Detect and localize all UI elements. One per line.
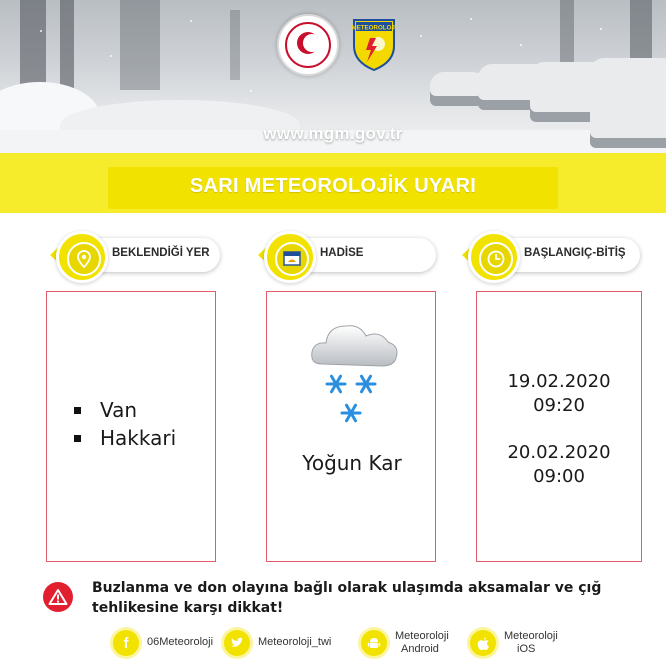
logo-row <box>0 14 666 76</box>
clock-icon <box>487 250 505 268</box>
ministry-logo <box>277 14 339 76</box>
website-url: www.mgm.gov.tr <box>263 124 403 143</box>
time-header-label: BAŞLANGIÇ-BİTİŞ <box>524 247 626 259</box>
time-header <box>472 238 640 272</box>
end-date: 20.02.2020 <box>507 442 611 463</box>
social-sublabel: iOS <box>517 643 536 655</box>
location-item: Hakkari <box>74 424 176 452</box>
location-list <box>74 396 176 452</box>
location-pin-icon <box>76 250 92 268</box>
android-icon <box>361 630 387 656</box>
end-time: 09:00 <box>533 466 585 487</box>
social-sublabel: Android <box>401 643 439 655</box>
svg-text:METEOROLOJİ: METEOROLOJİ <box>351 24 397 32</box>
start-time: 09:20 <box>533 395 585 416</box>
start-date: 19.02.2020 <box>507 371 611 392</box>
facebook-icon: f <box>113 630 139 656</box>
location-item: Van <box>74 396 176 424</box>
location-header <box>60 238 220 272</box>
social-label: Meteoroloji <box>395 630 449 642</box>
time-box <box>476 291 642 562</box>
location-header-label: BEKLENDİĞİ YER <box>112 247 210 259</box>
social-label: Meteoroloji_twi <box>258 636 332 648</box>
apple-icon <box>470 630 496 656</box>
snow-cloud-icon <box>308 312 400 432</box>
event-name: Yoğun Kar <box>302 451 402 475</box>
event-header-label: HADİSE <box>320 247 364 259</box>
alert-triangle-icon <box>43 582 73 612</box>
social-label: Meteoroloji <box>504 630 558 642</box>
social-label: 06Meteoroloji <box>147 636 214 648</box>
warning-message: Buzlanma ve don olayına bağlı olarak ulaşımda aksamalar ve çığ tehlikesine karşı dikkat! <box>92 580 602 616</box>
page-title: SARI METEOROLOJİK UYARI <box>189 175 477 197</box>
twitter-icon <box>224 630 250 656</box>
weather-board-icon <box>283 251 301 267</box>
event-header <box>268 238 436 272</box>
meteoroloji-logo <box>350 16 398 72</box>
